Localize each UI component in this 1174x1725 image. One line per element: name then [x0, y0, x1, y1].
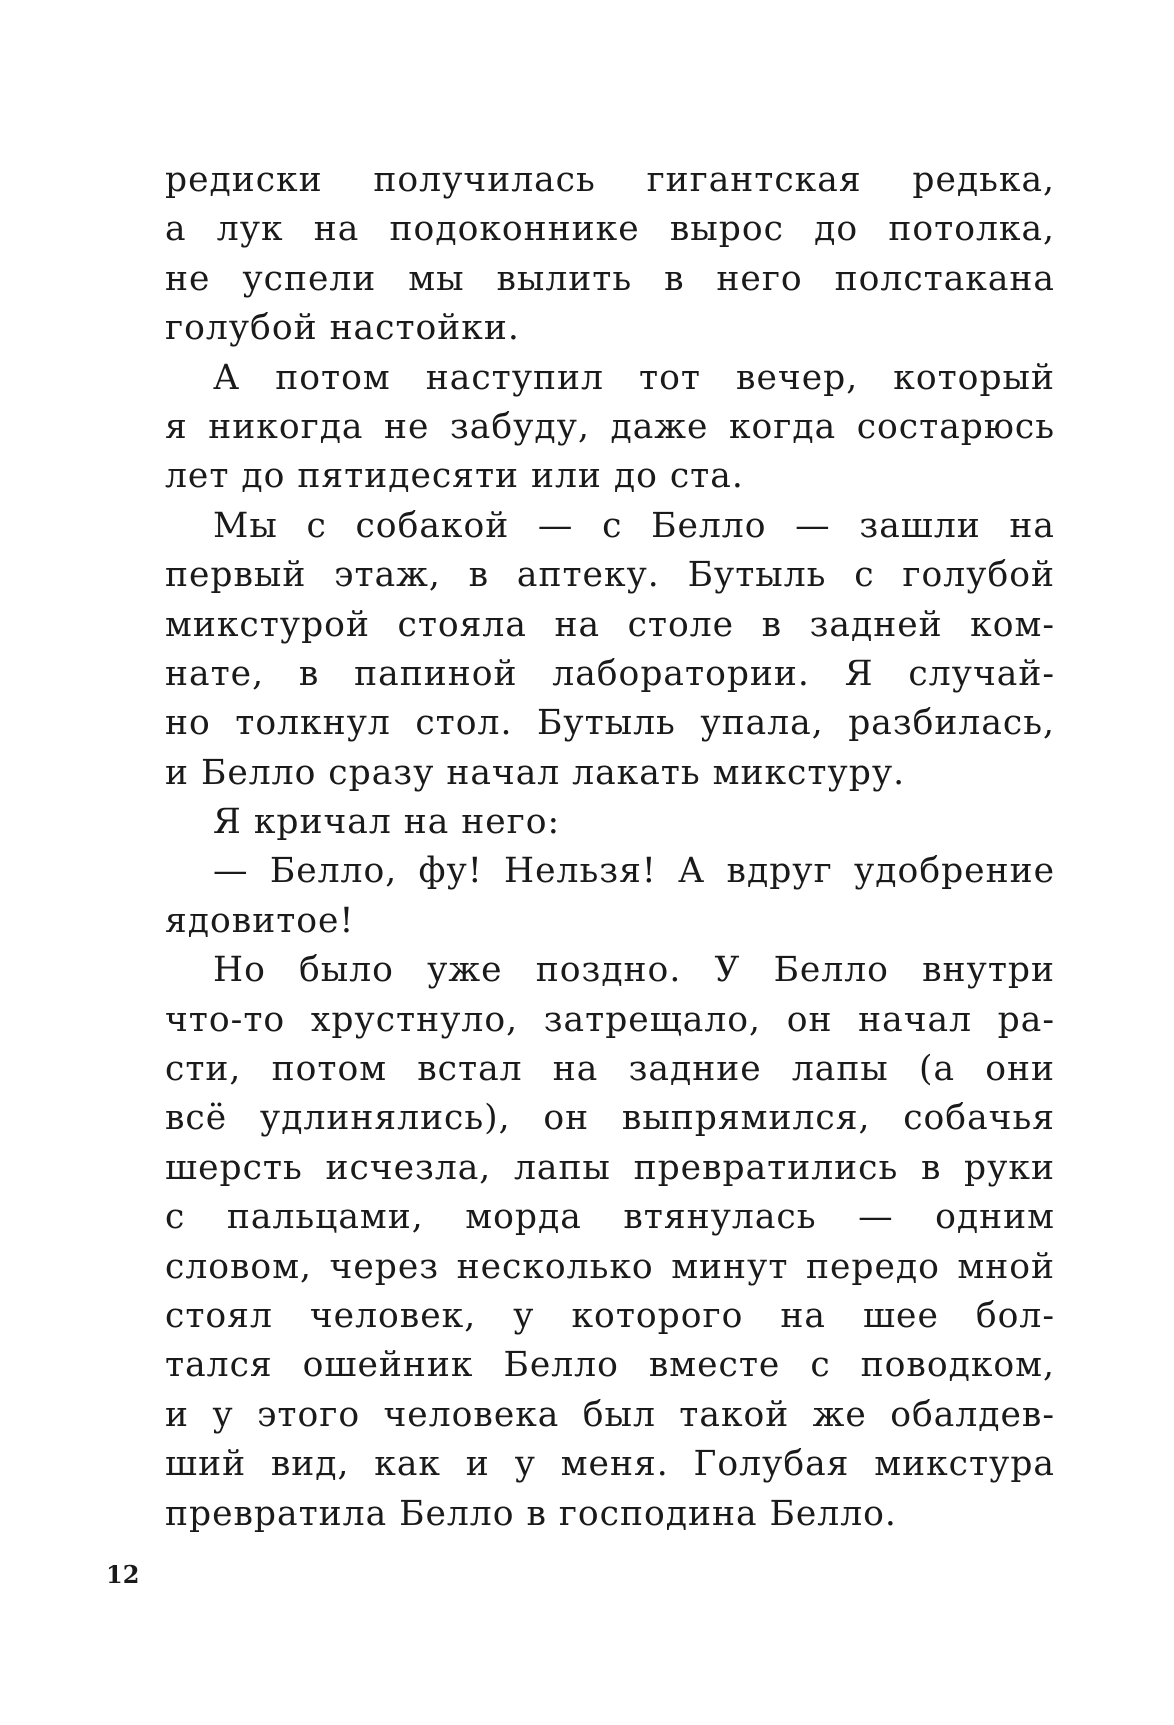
- text-line: голубой настойки.: [165, 308, 520, 349]
- text-line: превратила Белло в господина Белло.: [165, 1493, 897, 1534]
- text-line: нате, в папиной лаборатории. Я случай-: [165, 653, 1055, 694]
- text-line: Я кричал на него:: [213, 802, 561, 843]
- text-line: стоял человек, у которого на шее бол-: [165, 1295, 1055, 1336]
- text-line: Но было уже поздно. У Белло внутри: [213, 950, 1055, 991]
- text-line: редиски получилась гигантская редька,: [165, 160, 1055, 200]
- text-line: лет до пятидесяти или до ста.: [165, 456, 744, 497]
- text-line: с пальцами, морда втянулась — одним: [165, 1197, 1055, 1238]
- text-line: сти, потом встал на задние лапы (а они: [165, 1049, 1055, 1090]
- text-line: я никогда не забуду, даже когда состарюсь: [165, 406, 1055, 447]
- body-text: [165, 156, 1055, 1539]
- text-line: что-то хрустнуло, затрещало, он начал ра-: [165, 999, 1055, 1040]
- text-line: А потом наступил тот вечер, который: [213, 357, 1055, 398]
- text-line: и у этого человека был такой же обалдев-: [165, 1394, 1055, 1435]
- text-line: всё удлинялись), он выпрямился, собачья: [165, 1098, 1055, 1139]
- text-line: не успели мы вылить в него полстакана: [165, 258, 1055, 299]
- text-line: шерсть исчезла, лапы превратились в руки: [165, 1147, 1055, 1188]
- text-line: словом, через несколько минут передо мной: [165, 1246, 1055, 1287]
- text-line: ший вид, как и у меня. Голубая микстура: [165, 1444, 1055, 1485]
- text-line: и Белло сразу начал лакать микстуру.: [165, 752, 906, 793]
- text-line: а лук на подоконнике вырос до потолка,: [165, 209, 1055, 250]
- page-number: 12: [106, 1560, 140, 1589]
- text-line: тался ошейник Белло вместе с поводком,: [165, 1345, 1055, 1386]
- text-line: но толкнул стол. Бутыль упала, разбилась,: [165, 703, 1055, 744]
- text-line: — Белло, фу! Нельзя! А вдруг удобрение: [213, 851, 1055, 892]
- text-line: микстурой стояла на столе в задней ком-: [165, 604, 1055, 645]
- text-line: ядовитое!: [165, 900, 355, 941]
- text-line: Мы с собакой — с Белло — зашли на: [213, 505, 1055, 546]
- text-line: первый этаж, в аптеку. Бутыль с голубой: [165, 555, 1055, 596]
